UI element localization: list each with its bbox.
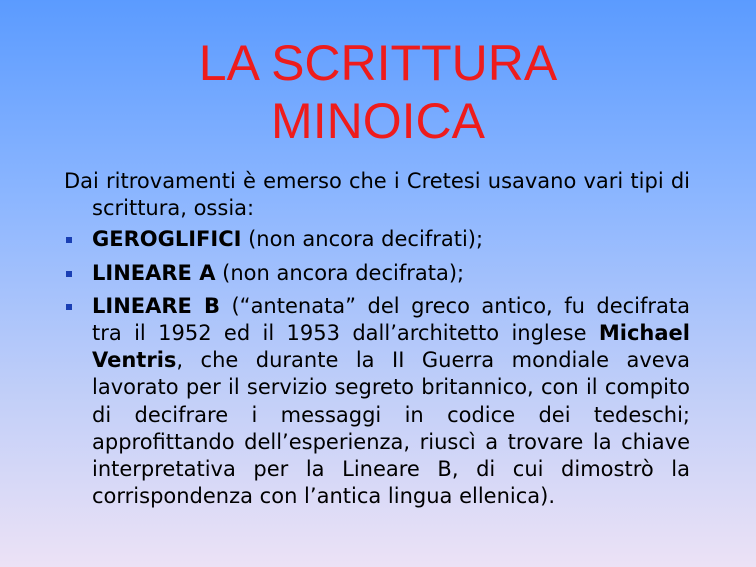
item-text: (non ancora decifrata); xyxy=(215,260,465,285)
list-item-geroglifici xyxy=(64,226,690,253)
slide-title xyxy=(0,34,756,150)
intro-paragraph: Dai ritrovamenti è emerso che i Cretesi usavano vari tipi di scrittura, ossia: xyxy=(64,169,690,221)
square-bullet-icon xyxy=(66,304,72,310)
item-text: (non ancora decifrati); xyxy=(241,227,484,252)
list-item-lineare-b xyxy=(64,293,690,511)
bullet-list xyxy=(64,226,690,510)
item-term: LINEARE B xyxy=(92,293,221,318)
square-bullet-icon xyxy=(66,271,72,277)
square-bullet-icon xyxy=(66,237,72,243)
item-term: GEROGLIFICI xyxy=(92,227,242,252)
item-text-b: , che durante la II Guerra mondiale aveva lavorato per il servizio segreto britannico, con il compito di decifrare i messaggi in codice dei tedeschi; approfittando dell’esperienza, riuscì a trovare la chiave interpretativa per la Lineare B, di cui dimostrò la corrispondenza con l’antica lingua ellenica). xyxy=(92,348,690,509)
item-term: LINEARE A xyxy=(92,260,216,285)
title-line-1: LA SCRITTURA xyxy=(198,35,558,91)
slide-body xyxy=(64,168,690,516)
title-line-2: MINOICA xyxy=(271,93,485,149)
item-text-a: (“antenata” del greco antico, fu decifrata tra il 1952 ed il 1953 dall’architetto inglese xyxy=(92,293,691,346)
list-item-lineare-a xyxy=(64,260,690,287)
person-name: Michael Ventris xyxy=(92,321,690,373)
